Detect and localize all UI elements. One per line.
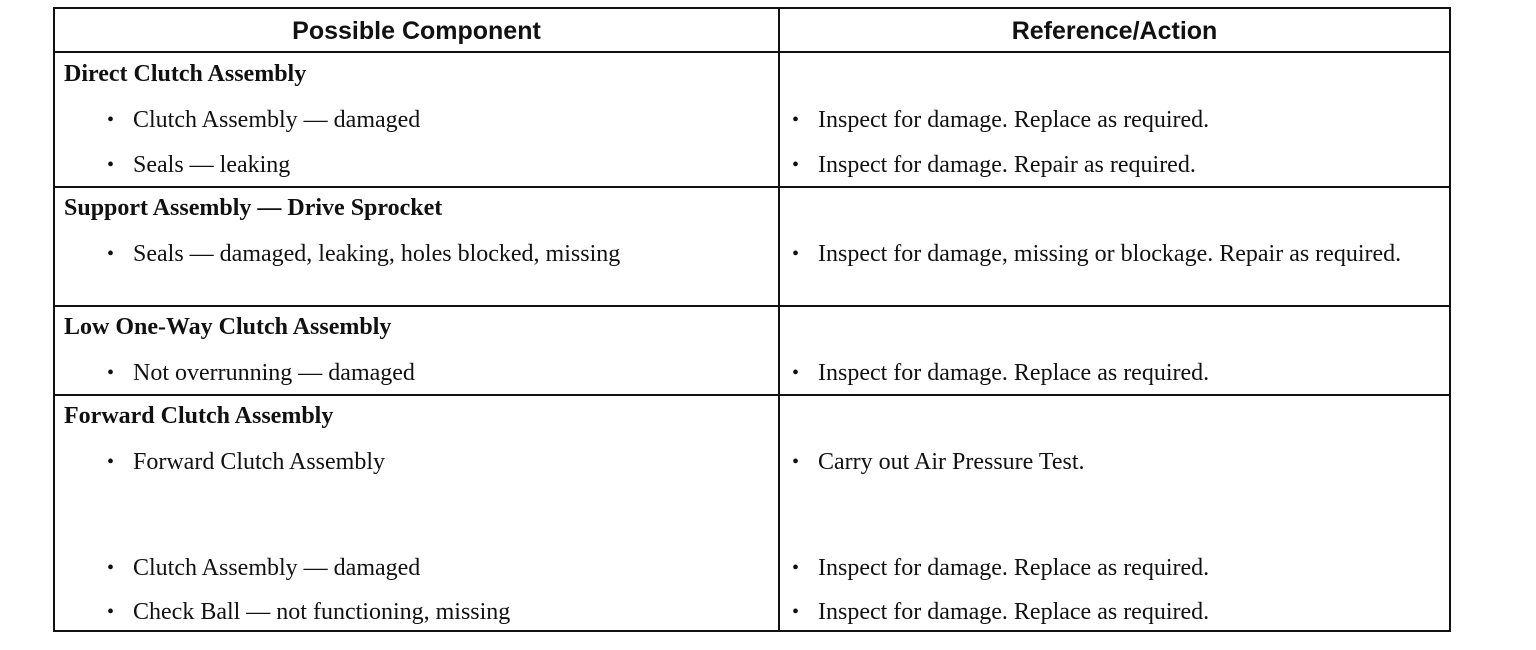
header-possible-component: Possible Component [292,17,541,45]
action-text: Inspect for damage, missing or blockage. Repair as required. [818,241,1402,267]
action-text: Carry out Air Pressure Test. [818,449,1085,475]
group-title-direct-clutch: Direct Clutch Assembly [64,61,307,87]
bullet-icon: • [107,451,115,473]
bullet-icon: • [792,601,800,623]
bullet-icon: • [792,243,800,265]
column-divider [778,9,780,630]
table-row-component [107,597,757,628]
action-text: Inspect for damage. Replace as required. [818,555,1210,581]
table-row-action [792,150,1432,181]
table-row-action [792,105,1432,136]
action-text: Inspect for damage. Repair as required. [818,152,1196,178]
table-row-component [107,105,757,136]
component-text: Seals — leaking [133,152,291,178]
header-divider [55,51,1449,53]
action-text: Inspect for damage. Replace as required. [818,107,1210,133]
table-row-action [792,553,1432,584]
bullet-icon: • [792,362,800,384]
bullet-icon: • [107,601,115,623]
group-divider [55,305,1449,307]
table-row-component [107,358,757,389]
diagnostic-table [53,7,1451,632]
bullet-icon: • [792,154,800,176]
action-text: Inspect for damage. Replace as required. [818,599,1210,625]
group-divider [55,186,1449,188]
table-row-component [107,553,757,584]
table-row-action [792,239,1432,270]
bullet-icon: • [107,243,115,265]
table-row-component [107,447,757,478]
table-row-component [107,239,757,270]
table-row-action [792,597,1432,628]
bullet-icon: • [107,109,115,131]
group-title-low-one-way-clutch: Low One-Way Clutch Assembly [64,314,392,340]
action-text: Inspect for damage. Replace as required. [818,360,1210,386]
group-title-forward-clutch: Forward Clutch Assembly [64,403,334,429]
table-row-action [792,447,1432,478]
bullet-icon: • [107,362,115,384]
bullet-icon: • [107,154,115,176]
component-text: Forward Clutch Assembly [133,449,385,475]
component-text: Clutch Assembly — damaged [133,555,421,581]
bullet-icon: • [792,109,800,131]
component-text: Not overrunning — damaged [133,360,415,386]
table-row-component [107,150,757,181]
component-text: Seals — damaged, leaking, holes blocked, missing [133,241,621,267]
component-text: Check Ball — not functioning, missing [133,599,511,625]
group-divider [55,394,1449,396]
bullet-icon: • [792,557,800,579]
component-text: Clutch Assembly — damaged [133,107,421,133]
group-title-support-assembly: Support Assembly — Drive Sprocket [64,195,443,221]
header-reference-action: Reference/Action [1011,17,1218,45]
bullet-icon: • [107,557,115,579]
bullet-icon: • [792,451,800,473]
table-row-action [792,358,1432,389]
